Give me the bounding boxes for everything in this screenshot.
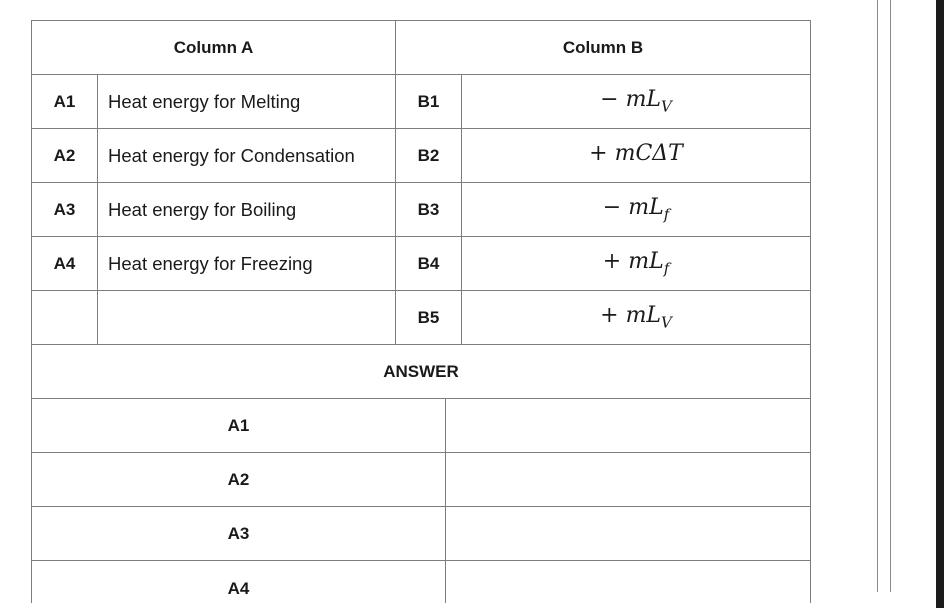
a-code: A1 — [32, 75, 98, 129]
a-text: Heat energy for Boiling — [98, 183, 396, 237]
answer-label: A4 — [32, 561, 446, 604]
b-formula: − $mL_V$ — [462, 75, 811, 129]
answer-label: A3 — [32, 507, 446, 561]
a-text: Heat energy for Melting — [98, 75, 396, 129]
b-code: B3 — [396, 183, 462, 237]
matching-table — [31, 20, 811, 399]
answer-row — [32, 507, 811, 561]
page-divider-line — [877, 0, 878, 592]
answer-row — [32, 399, 811, 453]
b-code: B5 — [396, 291, 462, 345]
page-divider-line — [890, 0, 891, 592]
a-code: A2 — [32, 129, 98, 183]
match-row — [32, 183, 811, 237]
answer-row — [32, 561, 811, 604]
a-text: Heat energy for Freezing — [98, 237, 396, 291]
answer-cell[interactable] — [446, 507, 811, 561]
a-text — [98, 291, 396, 345]
answer-table — [31, 398, 811, 603]
b-code: B1 — [396, 75, 462, 129]
b-formula: + mCΔT — [462, 129, 811, 183]
a-code: A3 — [32, 183, 98, 237]
match-row — [32, 75, 811, 129]
match-row — [32, 129, 811, 183]
answer-row — [32, 453, 811, 507]
answer-label: A2 — [32, 453, 446, 507]
b-code: B2 — [396, 129, 462, 183]
b-formula: + $mL_V$ — [462, 291, 811, 345]
answer-cell[interactable] — [446, 399, 811, 453]
b-formula: − $mL_f$ — [462, 183, 811, 237]
answer-label: A1 — [32, 399, 446, 453]
answer-cell[interactable] — [446, 561, 811, 604]
window-edge-bar — [936, 0, 944, 608]
column-a-header: Column A — [32, 21, 396, 75]
match-row — [32, 237, 811, 291]
a-text: Heat energy for Condensation — [98, 129, 396, 183]
b-code: B4 — [396, 237, 462, 291]
a-code — [32, 291, 98, 345]
b-formula: + $mL_f$ — [462, 237, 811, 291]
column-b-header: Column B — [396, 21, 811, 75]
a-code: A4 — [32, 237, 98, 291]
answer-cell[interactable] — [446, 453, 811, 507]
match-row — [32, 291, 811, 345]
answer-header: ANSWER — [32, 345, 811, 399]
